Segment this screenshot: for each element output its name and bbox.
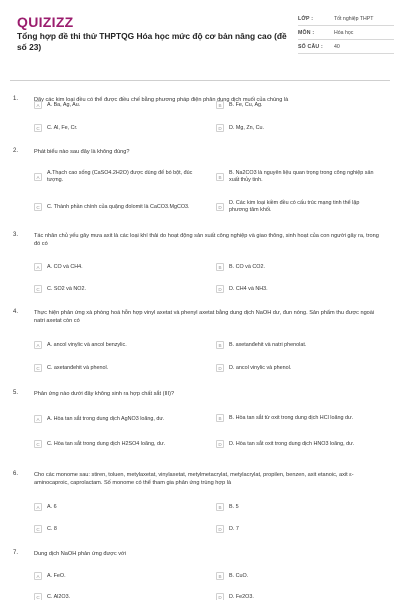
option-letter: B: [216, 101, 224, 109]
option-text: A. Ba, Ag, Au.: [47, 101, 81, 108]
q6-option-c[interactable]: [34, 523, 197, 535]
option-letter: C: [34, 124, 42, 132]
option-text: A. CO và CH4.: [47, 263, 83, 270]
q7-option-d[interactable]: [216, 591, 379, 600]
option-text: C. axetanđehit và phenol.: [47, 364, 109, 371]
question-text: Phản ứng nào dưới đây không sinh ra hợp chất sắt (III)?: [34, 391, 175, 397]
option-letter: A: [34, 415, 42, 423]
option-text: D. ancol vinylic và phenol.: [229, 364, 292, 371]
q5-option-a[interactable]: [34, 411, 197, 427]
option-text: B. Na2CO3 là nguyên liệu quan trọng trong công nghiệp sản xuất thủy tinh.: [229, 170, 374, 183]
option-text: C. Hòa tan sắt trong dung dịch H2SO4 loãng, dư.: [47, 440, 166, 447]
question-text: Tác nhân chủ yếu gây mưa axit là các loại khí thải do hoạt động sản xuất công nghiệp và giao thông, sinh hoạt của con người gây ra, trong đó có: [34, 233, 379, 247]
option-text: A. Hòa tan sắt trong dung dịch AgNO3 loãng, dư.: [47, 415, 165, 422]
option-text: A. FeO.: [47, 572, 66, 579]
option-text: D. CH4 và NH3.: [229, 285, 268, 292]
question-number: 3.: [13, 232, 19, 238]
meta-value: 40: [334, 43, 340, 50]
worksheet-title: Tổng hợp đề thi thử THPTQG Hóa học mức độ cơ bản nâng cao (đề số 23): [17, 31, 287, 52]
option-text: D. Các kim loại kiềm đều có cấu trúc mạng tinh thể lập phương tâm khối.: [229, 200, 360, 213]
meta-key: MÔN :: [298, 29, 315, 36]
option-text: A. ancol vinylic và ancol benzylic.: [47, 341, 127, 348]
option-letter: B: [216, 341, 224, 349]
q5-option-c[interactable]: [34, 436, 197, 452]
q6-option-b[interactable]: [216, 501, 379, 513]
option-text: D. Mg, Zn, Cu.: [229, 124, 265, 131]
option-text: C. 8: [47, 525, 57, 532]
option-letter: C: [34, 593, 42, 600]
meta-value: Hóa học: [334, 29, 354, 36]
option-letter: C: [34, 203, 42, 211]
option-text: B. CuO.: [229, 572, 249, 579]
q3-option-a[interactable]: [34, 261, 197, 273]
q6-option-d[interactable]: [216, 523, 379, 535]
option-text: C. Thành phần chính của quặng đolomit là CaCO3.MgCO3.: [47, 203, 190, 210]
question-number: 6.: [13, 471, 19, 477]
meta-key: SỐ CÂU :: [298, 43, 323, 50]
option-letter: A: [34, 263, 42, 271]
option-text: B. 5: [229, 503, 239, 510]
q1-option-b[interactable]: [216, 99, 379, 111]
option-letter: A: [34, 503, 42, 511]
option-text: D. Hòa tan sắt oxit trong dung dịch HNO3 loãng, dư.: [229, 440, 355, 447]
question-text: Thực hiện phản ứng xà phòng hoá hỗn hợp vinyl axetat và phenyl axetat bằng dung dịch NaOH dư, đun nóng. Sản phẩm thu được ngoài natri axetat còn có: [34, 310, 375, 324]
option-letter: C: [34, 525, 42, 533]
q4-option-c[interactable]: [34, 362, 197, 374]
question-number: 7.: [13, 550, 19, 556]
question-text: Dãy các kim loại đều có thể được điều chế bằng phương pháp điện phân dung dịch muối của chúng là: [34, 97, 289, 103]
q1-option-c[interactable]: [34, 122, 197, 134]
question-number: 4.: [13, 309, 19, 315]
question-number: 1.: [13, 96, 19, 102]
q2-option-d[interactable]: [216, 198, 379, 216]
option-letter: B: [216, 503, 224, 511]
q1-option-a[interactable]: [34, 99, 197, 111]
q7-option-c[interactable]: [34, 591, 197, 600]
question-number: 2.: [13, 148, 19, 154]
q2-option-c[interactable]: [34, 198, 197, 216]
question-text: Dung dịch NaOH phản ứng được với: [34, 551, 126, 557]
option-letter: D: [216, 124, 224, 132]
meta-key: LỚP :: [298, 15, 314, 22]
q4-option-a[interactable]: [34, 339, 197, 351]
meta-value: Tốt nghiệp THPT: [334, 15, 374, 22]
option-letter: D: [216, 364, 224, 372]
option-letter: D: [216, 203, 224, 211]
option-letter: B: [216, 263, 224, 271]
q4-option-b[interactable]: [216, 339, 379, 351]
option-letter: B: [216, 414, 224, 422]
option-text: A.Thạch cao sống (CaSO4.2H2O) được dùng để bó bột, đúc tượng.: [47, 170, 193, 183]
option-letter: A: [34, 572, 42, 580]
option-text: C. Al, Fe, Cr.: [47, 124, 78, 131]
option-letter: D: [216, 285, 224, 293]
option-text: B. CO và CO2.: [229, 263, 265, 270]
option-letter: D: [216, 440, 224, 448]
option-letter: D: [216, 593, 224, 600]
option-letter: C: [34, 364, 42, 372]
q6-option-a[interactable]: [34, 501, 197, 513]
option-text: B. Fe, Cu, Ag.: [229, 101, 263, 108]
question-text: Cho các monome sau: stiren, toluen, metylaxetat, vinylaxetat, metylmetacrylat, metylacrylat, propilen, benzen, axit etanoic, axit ε-aminocaproic, caprolactam. Số monome có thể tham gia phản ứng trùng hợp là: [34, 472, 354, 486]
quizizz-logo: QUIZIZZ: [17, 14, 74, 30]
q3-option-b[interactable]: [216, 261, 379, 273]
option-letter: A: [34, 341, 42, 349]
option-letter: C: [34, 440, 42, 448]
q2-option-b[interactable]: [216, 168, 379, 186]
q7-option-a[interactable]: [34, 570, 197, 582]
option-text: C. SO2 và NO2.: [47, 285, 86, 292]
option-text: B. Hòa tan sắt từ oxit trong dung dịch HCl loãng dư.: [229, 414, 354, 421]
q3-option-c[interactable]: [34, 283, 197, 295]
option-letter: A: [34, 173, 42, 181]
option-letter: C: [34, 285, 42, 293]
q5-option-b[interactable]: [216, 408, 379, 428]
q5-option-d[interactable]: [216, 434, 379, 454]
question-number: 5.: [13, 390, 19, 396]
option-text: B. axetanđehit và natri phenolat.: [229, 341, 307, 348]
option-letter: A: [34, 101, 42, 109]
q2-option-a[interactable]: [34, 168, 197, 186]
option-letter: B: [216, 572, 224, 580]
option-text: D. 7: [229, 525, 239, 532]
option-text: C. Al2O3.: [47, 593, 71, 600]
option-letter: D: [216, 525, 224, 533]
q4-option-d[interactable]: [216, 362, 379, 374]
q7-option-b[interactable]: [216, 570, 379, 582]
option-text: A. 6: [47, 503, 57, 510]
q1-option-d[interactable]: [216, 122, 379, 134]
q3-option-d[interactable]: [216, 283, 379, 295]
question-text: Phát biểu nào sau đây là không đúng?: [34, 149, 130, 155]
option-letter: B: [216, 173, 224, 181]
option-text: D. Fe2O3.: [229, 593, 254, 600]
